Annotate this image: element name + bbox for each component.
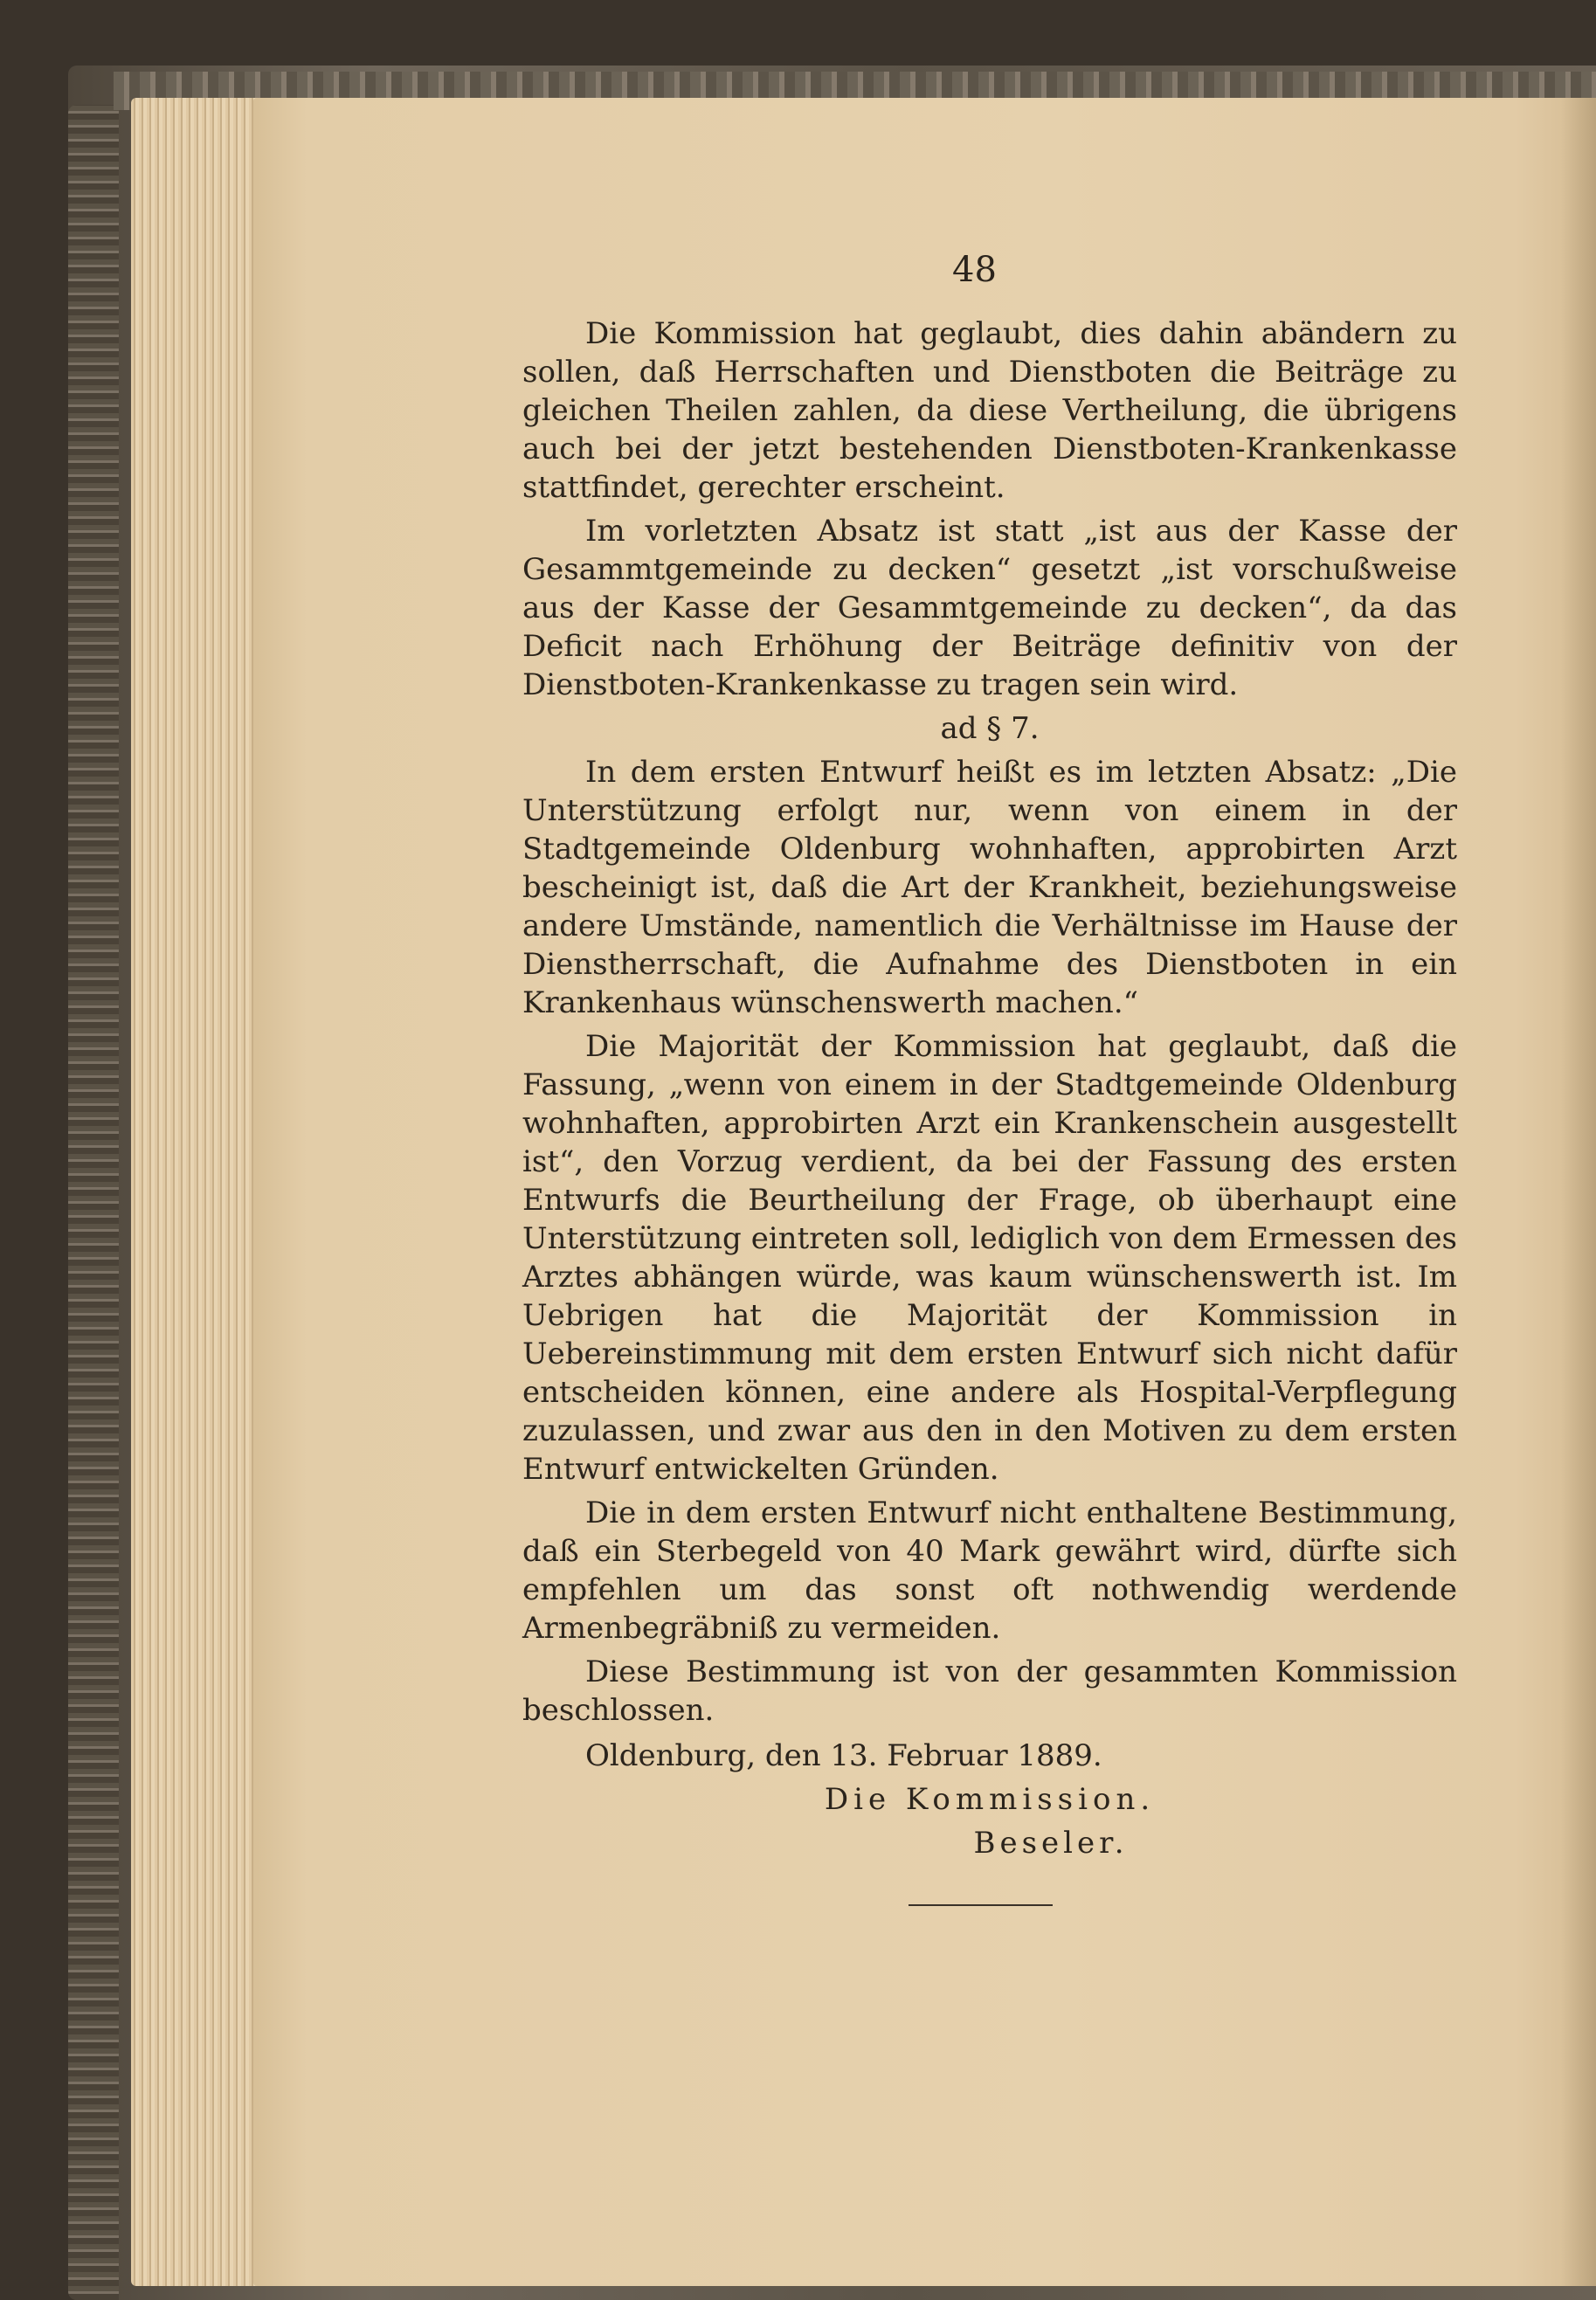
signature-name: Beseler.	[973, 1826, 1129, 1861]
page-number: 48	[952, 250, 997, 290]
book-spine	[68, 105, 119, 2300]
paragraph: Die Kommission hat geglaubt, dies dahin abändern zu sollen, daß Herrschaften und Dienstboten die Beiträge zu gleichen Theilen zahlen, da diese Vertheilung, die übrigens auch bei der jetzt bestehenden Dienstboten-Krankenkasse stattfindet, gerechter erscheint.	[522, 316, 1457, 505]
paragraph: Diese Bestimmung ist von der gesammten Kommission beschlossen.	[522, 1654, 1457, 1728]
paragraph: Die Majorität der Kommission hat geglaubt, daß die Fassung, „wenn von einem in der Stadtgemeinde Oldenburg wohnhaften, approbirten Arzt ein Krankenschein ausgestellt ist“, den Vorzug verdient, da bei der Fassung des ersten Entwurfs die Beurtheilung der Frage, ob überhaupt eine Unterstützung eintreten soll, lediglich von dem Ermessen des Arztes abhängen würde, was kaum wünschenswerth ist. Im Uebrigen hat die Majorität der Kommission in Uebereinstimmung mit dem ersten Entwurf sich nicht dafür entscheiden können, eine andere als Hospital-Verpflegung zuzulassen, und zwar aus den in den Motiven zu dem ersten Entwurf entwickelten Gründen.	[522, 1029, 1457, 1487]
page-edges	[131, 98, 258, 2286]
paragraph: In dem ersten Entwurf heißt es im letzten Absatz: „Die Unterstützung erfolgt nur, wenn von einem in der Stadtgemeinde Oldenburg wohnhaften, approbirten Arzt bescheinigt ist, daß die Art der Krankheit, beziehungsweise andere Umstände, namentlich die Verhältnisse im Hause der Dienstherrschaft, die Aufnahme des Dienstboten in ein Krankenhaus wünschenswerth machen.“	[522, 755, 1457, 1020]
paragraph: Die in dem ersten Entwurf nicht enthaltene Bestimmung, daß ein Sterbegeld von 40 Mark gewährt wird, dürfte sich empfehlen um das sonst oft nothwendig werdende Armenbegräbniß zu vermeiden.	[522, 1495, 1457, 1646]
section-heading: ad § 7.	[940, 711, 1040, 746]
signature-body: Die Kommission.	[824, 1782, 1156, 1817]
page-text	[522, 314, 1457, 1868]
place-date: Oldenburg, den 13. Februar 1889.	[585, 1738, 1102, 1773]
closing-rule	[909, 1904, 1053, 1906]
paragraph: Im vorletzten Absatz ist statt „ist aus der Kasse der Gesammtgemeinde zu decken“ gesetzt „ist vorschußweise aus der Kasse der Gesammtgemeinde zu decken“, da das Deficit nach Erhöhung der Beiträge definitiv von der Dienstboten-Krankenkasse zu tragen sein wird.	[522, 514, 1457, 702]
